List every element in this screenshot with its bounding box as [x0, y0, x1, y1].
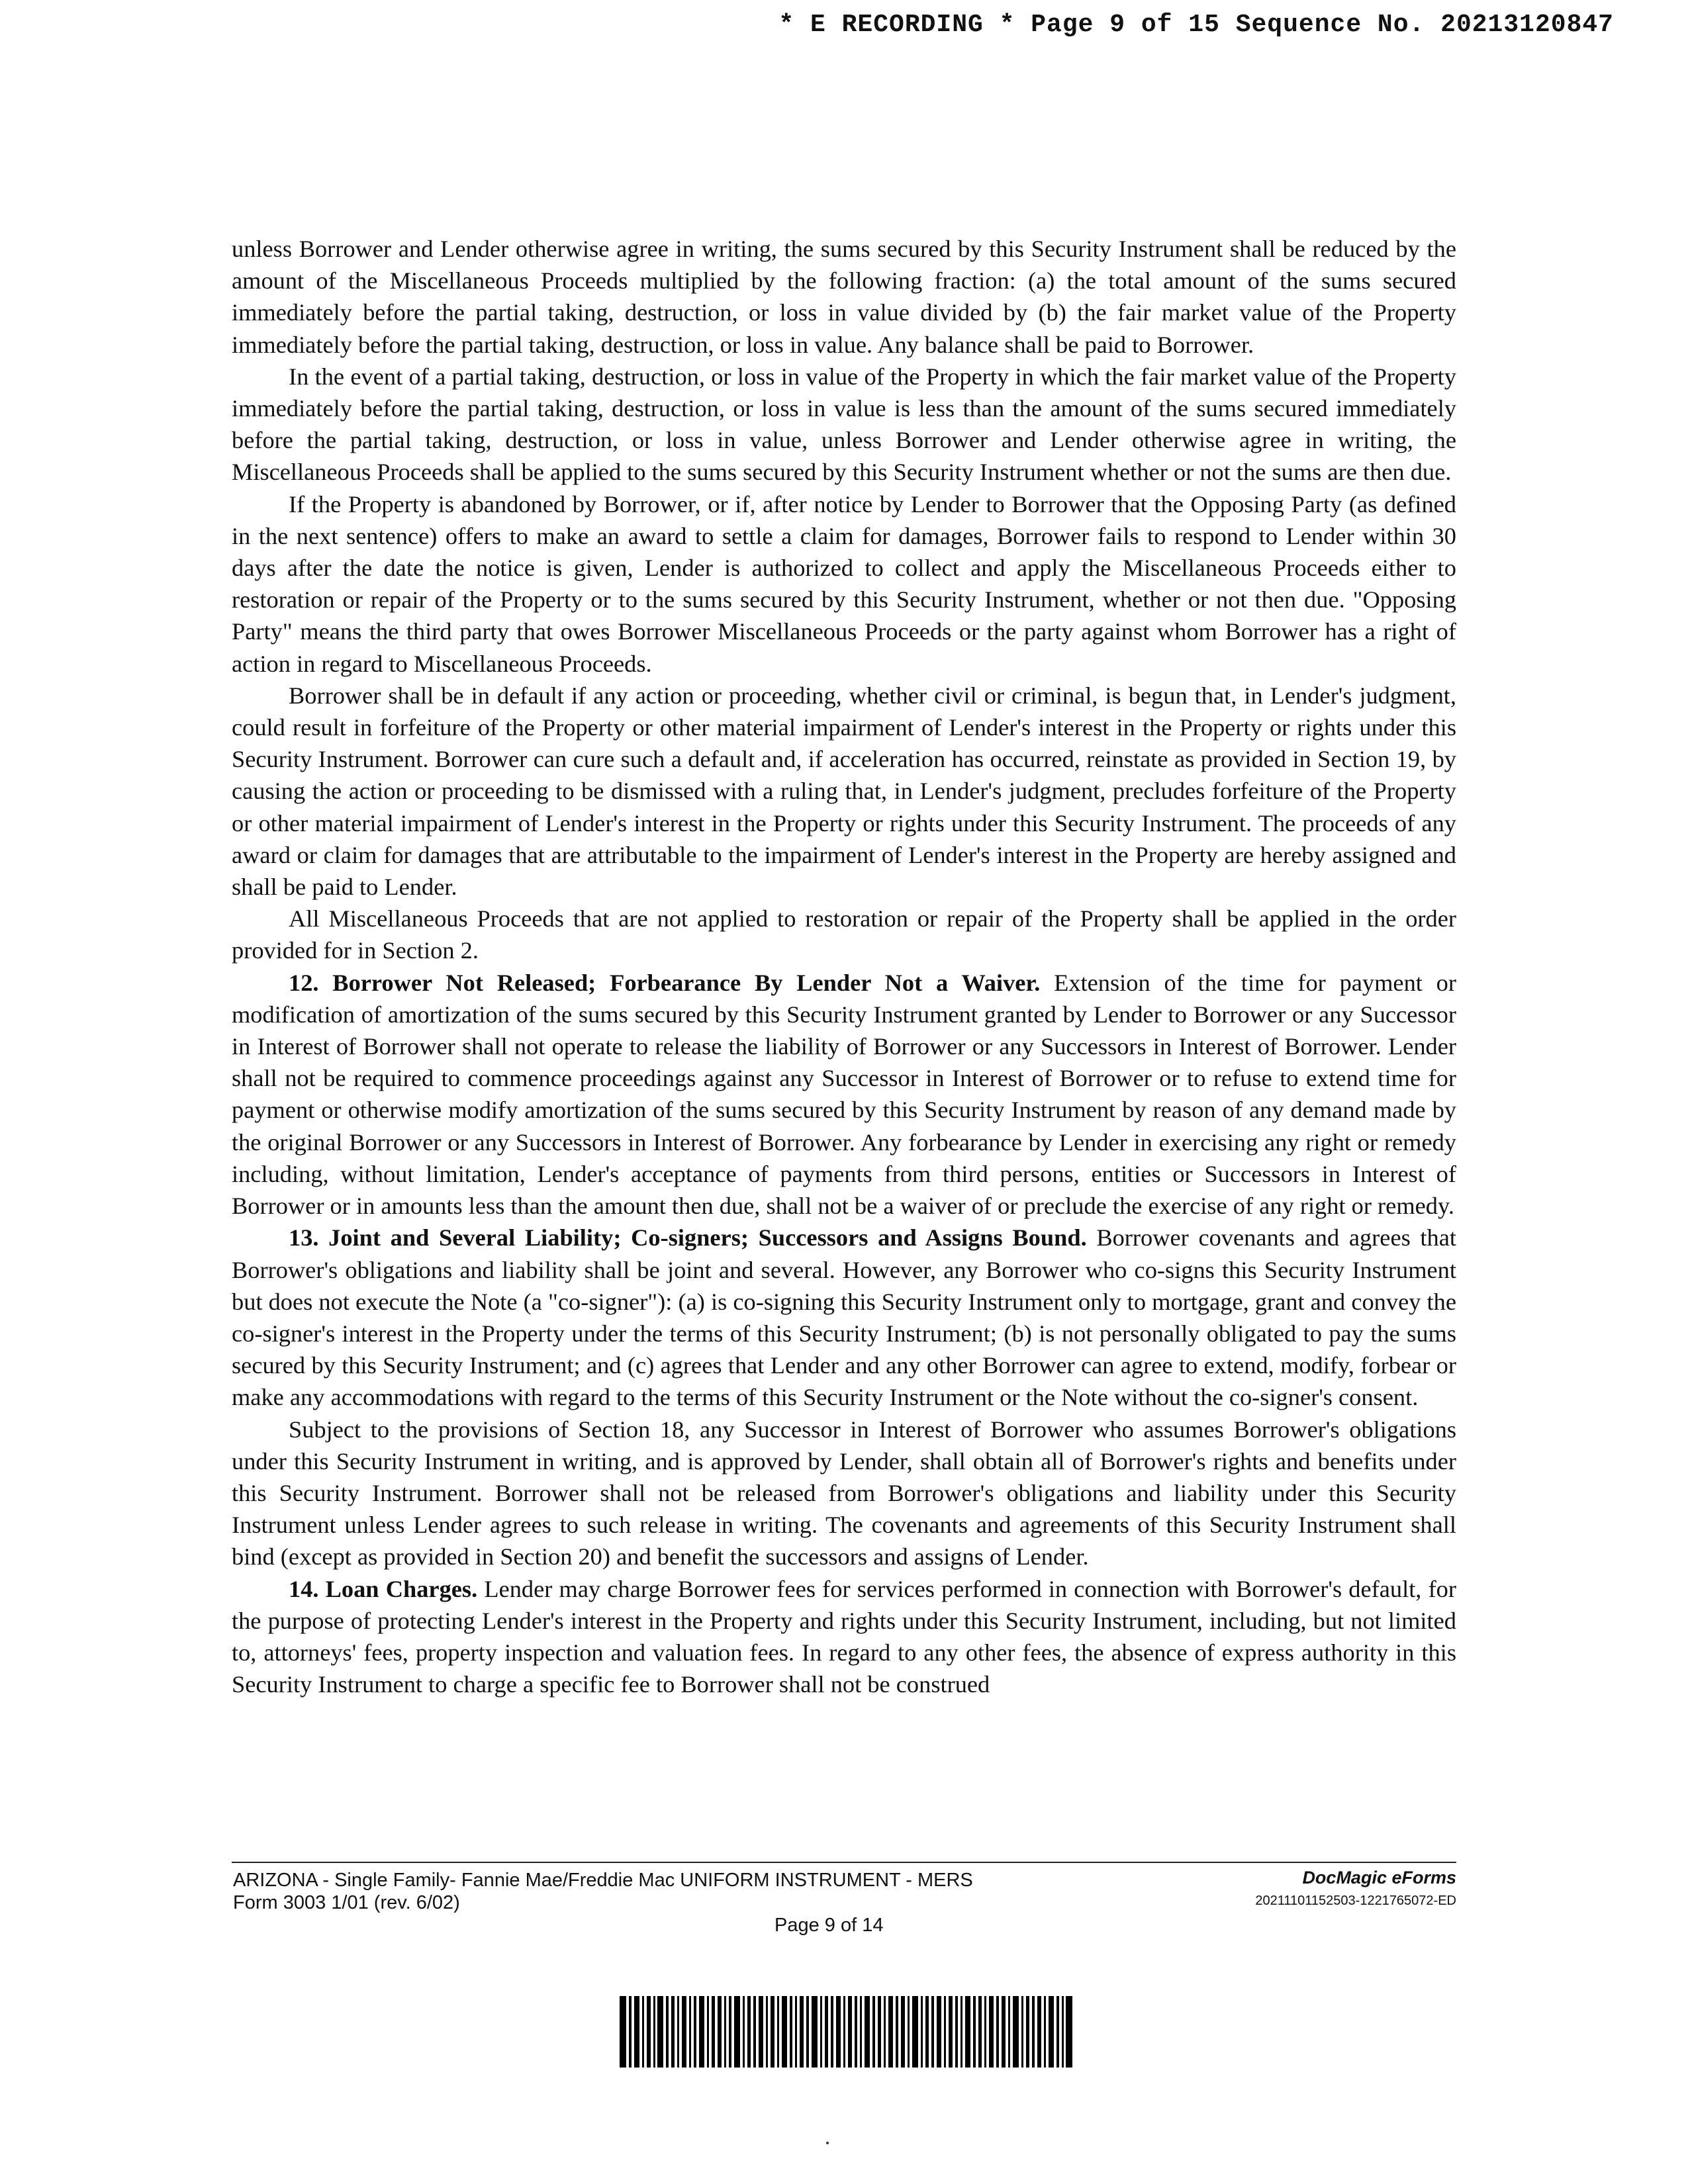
- paragraph-partial-taking: In the event of a partial taking, destruction, or loss in value of the Property in which the fair market value of the Property immediately before the partial taking, destruction, or loss in value is less than the amount of the sums secured immediately before the partial taking, destruction, or loss in value, unless Borrower and Lender otherwise agree in writing, the Miscellaneous Proceeds shall be applied to the sums secured by this Security Instrument whether or not the sums are then due.: [232, 363, 1456, 486]
- form-title: ARIZONA - Single Family- Fannie Mae/Freddie Mac UNIFORM INSTRUMENT - MERS: [233, 1870, 973, 1891]
- scan-speck: [826, 2142, 829, 2144]
- form-number: Form 3003 1/01 (rev. 6/02): [233, 1892, 460, 1913]
- paragraph-unapplied-proceeds: All Miscellaneous Proceeds that are not applied to restoration or repair of the Property shall be applied in the order provided for in Section 2.: [232, 905, 1456, 964]
- section-13-text: Borrower covenants and agrees that Borrower's obligations and liability shall be joint and several. However, any Borrower who co-signs this Security Instrument but does not execute the Note (a "co-signer"): (a) is co-signing this Security Instrument only to mortgage, grant and convey the co-signer's interest in the Property under the terms of this Security Instrument; (b) is not personally obligated to pay the sums secured by this Security Instrument; and (c) agrees that Lender and any other Borrower can agree to extend, modify, forbear or make any accommodations with regard to the terms of this Security Instrument or the Note without the co-signer's consent.: [232, 1224, 1456, 1411]
- barcode-image: [620, 1996, 1072, 2068]
- section-12-heading: 12. Borrower Not Released; Forbearance By Lender Not a Waiver.: [289, 969, 1041, 996]
- vendor-block: [1255, 1868, 1456, 1909]
- paragraph-miscellaneous-proceeds-reduction: unless Borrower and Lender otherwise agree in writing, the sums secured by this Security Instrument shall be reduced by the amount of the Miscellaneous Proceeds multiplied by the following fraction: (a) the total amount of the sums secured immediately before the partial taking, destruction, or loss in value divided by (b) the fair market value of the Property immediately before the partial taking, destruction, or loss in value. Any balance shall be paid to Borrower.: [232, 236, 1456, 358]
- page-number: Page 9 of 14: [774, 1915, 884, 1936]
- paragraph-successors: Subject to the provisions of Section 18, any Successor in Interest of Borrower who assumes Borrower's obligations under this Security Instrument in writing, and is approved by Lender, shall obtain all of Borrower's rights and benefits under this Security Instrument. Borrower shall not be released from Borrower's obligations and liability under this Security Instrument unless Lender agrees to such release in writing. The covenants and agreements of this Security Instrument shall bind (except as provided in Section 20) and benefit the successors and assigns of Lender.: [232, 1416, 1456, 1570]
- paragraph-default-forfeiture: Borrower shall be in default if any action or proceeding, whether civil or criminal, is begun that, in Lender's judgment, could result in forfeiture of the Property or other material impairment of Lender's interest in the Property or rights under this Security Instrument. Borrower can cure such a default and, if acceleration has occurred, reinstate as provided in Section 19, by causing the action or proceeding to be dismissed with a ruling that, in Lender's judgment, precludes forfeiture of the Property or other material impairment of Lender's interest in the Property or rights under this Security Instrument. The proceeds of any award or claim for damages that are attributable to the impairment of Lender's interest in the Property are hereby assigned and shall be paid to Lender.: [232, 682, 1456, 901]
- section-13-heading: 13. Joint and Several Liability; Co-signers; Successors and Assigns Bound.: [289, 1224, 1087, 1251]
- barcode-bars: [620, 1996, 1072, 2068]
- paragraph-abandoned-property: If the Property is abandoned by Borrower, or if, after notice by Lender to Borrower that the Opposing Party (as defined in the next sentence) offers to make an award to settle a claim for damages, Borrower fails to respond to Lender within 30 days after the date the notice is given, Lender is authorized to collect and apply the Miscellaneous Proceeds either to restoration or repair of the Property or to the sums secured by this Security Instrument, whether or not then due. "Opposing Party" means the third party that owes Borrower Miscellaneous Proceeds or the party against whom Borrower has a right of action in regard to Miscellaneous Proceeds.: [232, 490, 1456, 677]
- section-12: [232, 967, 1456, 1222]
- footer-divider: [232, 1862, 1456, 1863]
- document-body: [232, 233, 1456, 1700]
- recording-stamp: * E RECORDING * Page 9 of 15 Sequence No. 20213120847: [778, 11, 1614, 39]
- docmagic-logo: DocMagic eForms: [1302, 1868, 1456, 1888]
- section-14: [232, 1573, 1456, 1701]
- form-identifier: [233, 1869, 973, 1914]
- section-14-heading: 14. Loan Charges.: [289, 1575, 478, 1602]
- document-code: 20211101152503-1221765072-ED: [1255, 1893, 1456, 1908]
- section-12-text: Extension of the time for payment or modification of amortization of the sums secured by this Security Instrument granted by Lender to Borrower or any Successor in Interest of Borrower shall not operate to release the liability of Borrower or any Successors in Interest of Borrower. Lender shall not be required to commence proceedings against any Successor in Interest of Borrower or to refuse to extend time for payment or otherwise modify amortization of the sums secured by this Security Instrument by reason of any demand made by the original Borrower or any Successors in Interest of Borrower. Any forbearance by Lender in exercising any right or remedy including, without limitation, Lender's acceptance of payments from third persons, entities or Successors in Interest of Borrower or in amounts less than the amount then due, shall not be a waiver of or preclude the exercise of any right or remedy.: [232, 969, 1456, 1220]
- section-14-text: Lender may charge Borrower fees for services performed in connection with Borrower's default, for the purpose of protecting Lender's interest in the Property and rights under this Security Instrument, including, but not limited to, attorneys' fees, property inspection and valuation fees. In regard to any other fees, the absence of express authority in this Security Instrument to charge a specific fee to Borrower shall not be construed: [232, 1575, 1456, 1698]
- section-13: [232, 1222, 1456, 1413]
